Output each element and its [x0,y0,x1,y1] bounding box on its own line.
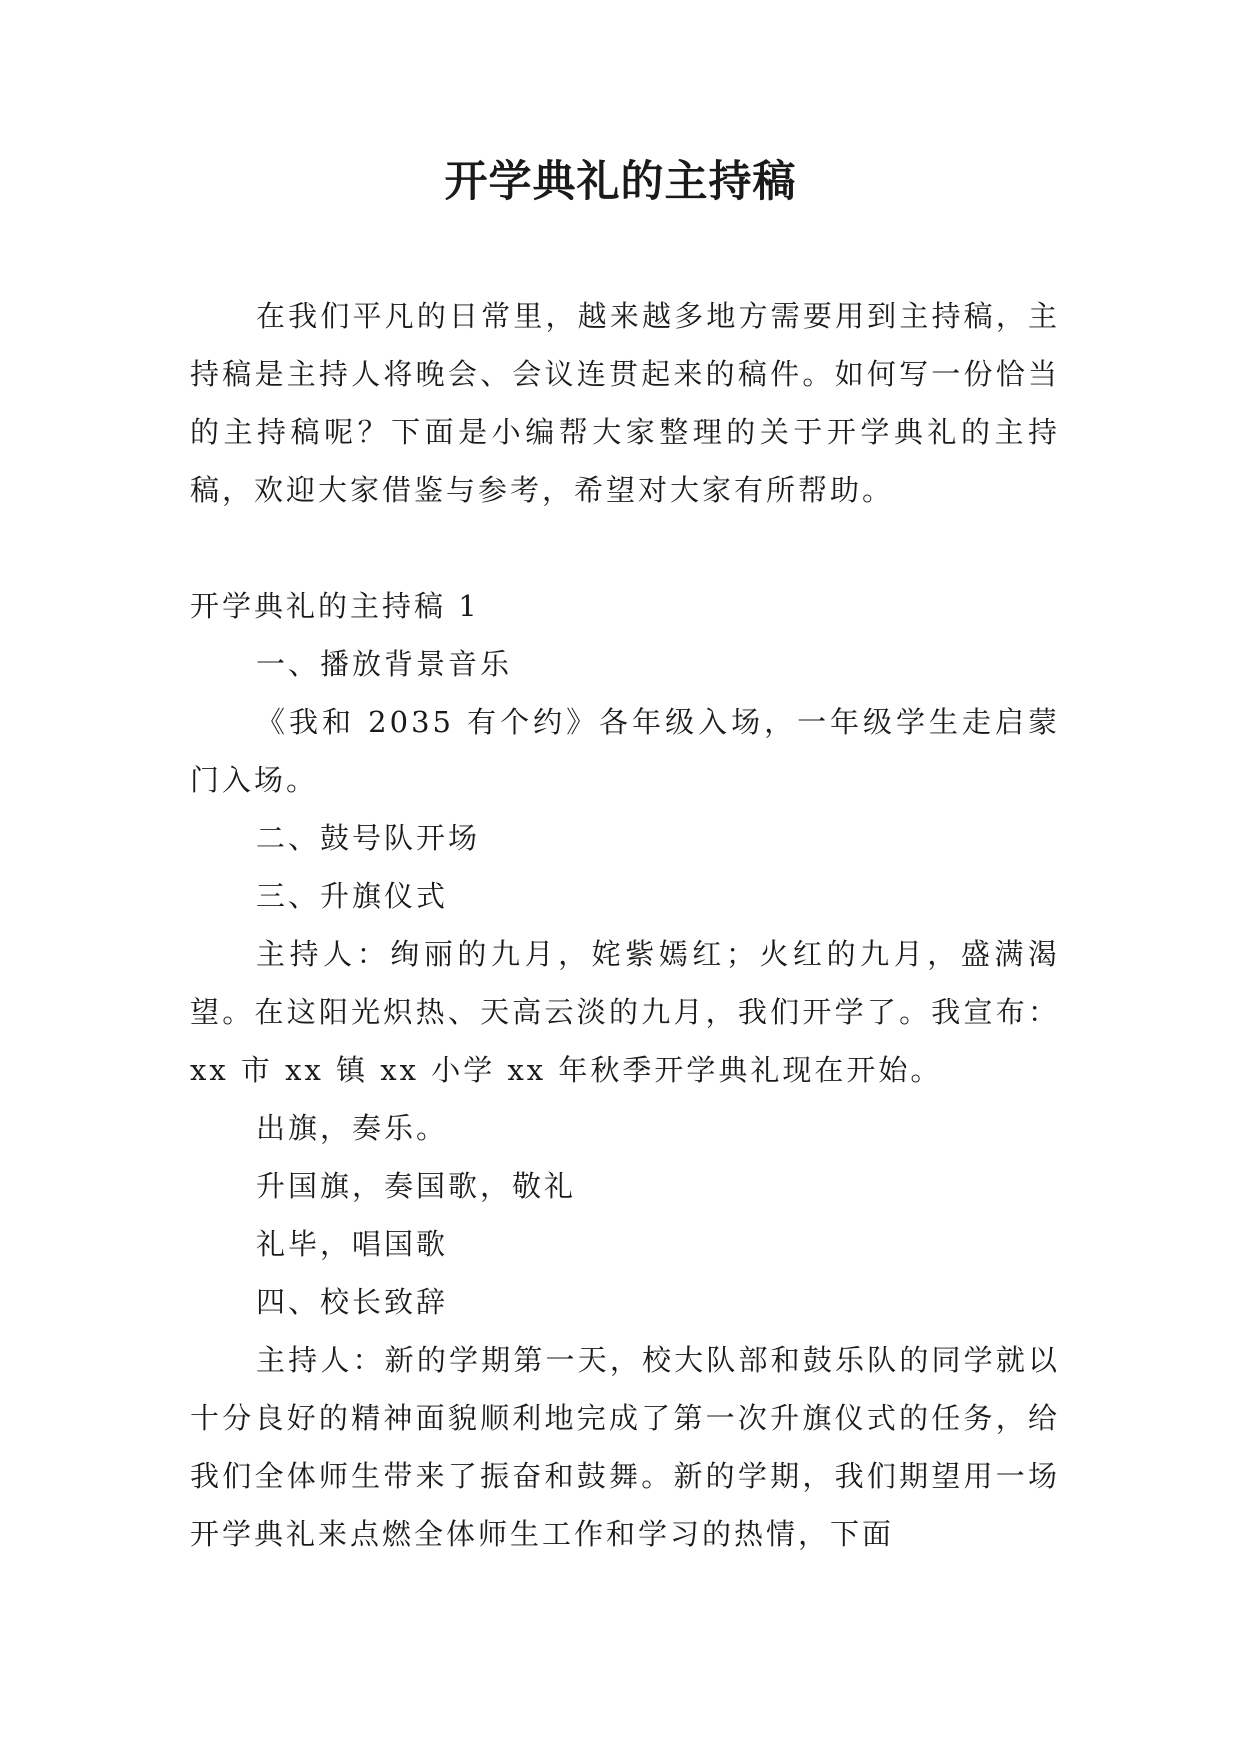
section-heading: 开学典礼的主持稿 1 [190,589,480,623]
body-paragraph: 礼毕，唱国歌 [256,1227,449,1261]
body-paragraph: 主持人：新的学期第一天，校大队部和鼓乐队的同学就以十分良好的精神面貌顺利地完成了第一次升旗仪式的任务，给我们全体师生带来了振奋和鼓舞。新的学期，我们期望用一场开学典礼来点燃全体师生工作和学习的热情，下面 [190,1343,1060,1551]
body-paragraph: 主持人：绚丽的九月，姹紫嫣红；火红的九月，盛满渴望。在这阳光炽热、天高云淡的九月，我们开学了。我宣布：xx 市 xx 镇 xx 小学 xx 年秋季开学典礼现在开始。 [190,937,1060,1087]
body-paragraph: 一、播放背景音乐 [256,647,513,681]
body-paragraph: 四、校长致辞 [256,1285,449,1319]
body-paragraph: 二、鼓号队开场 [256,821,481,855]
paragraph-spacer [190,519,1060,577]
document-body [190,287,1060,1563]
body-paragraph: 出旗，奏乐。 [256,1111,449,1145]
body-paragraph: 三、升旗仪式 [256,879,449,913]
intro-paragraph: 在我们平凡的日常里，越来越多地方需要用到主持稿，主持稿是主持人将晚会、会议连贯起来的稿件。如何写一份恰当的主持稿呢？下面是小编帮大家整理的关于开学典礼的主持稿，欢迎大家借鉴与参考，希望对大家有所帮助。 [190,299,1060,507]
body-paragraph: 《我和 2035 有个约》各年级入场，一年级学生走启蒙门入场。 [190,705,1060,797]
document-title: 开学典礼的主持稿 [444,157,797,207]
body-paragraph: 升国旗，奏国歌，敬礼 [256,1169,577,1203]
